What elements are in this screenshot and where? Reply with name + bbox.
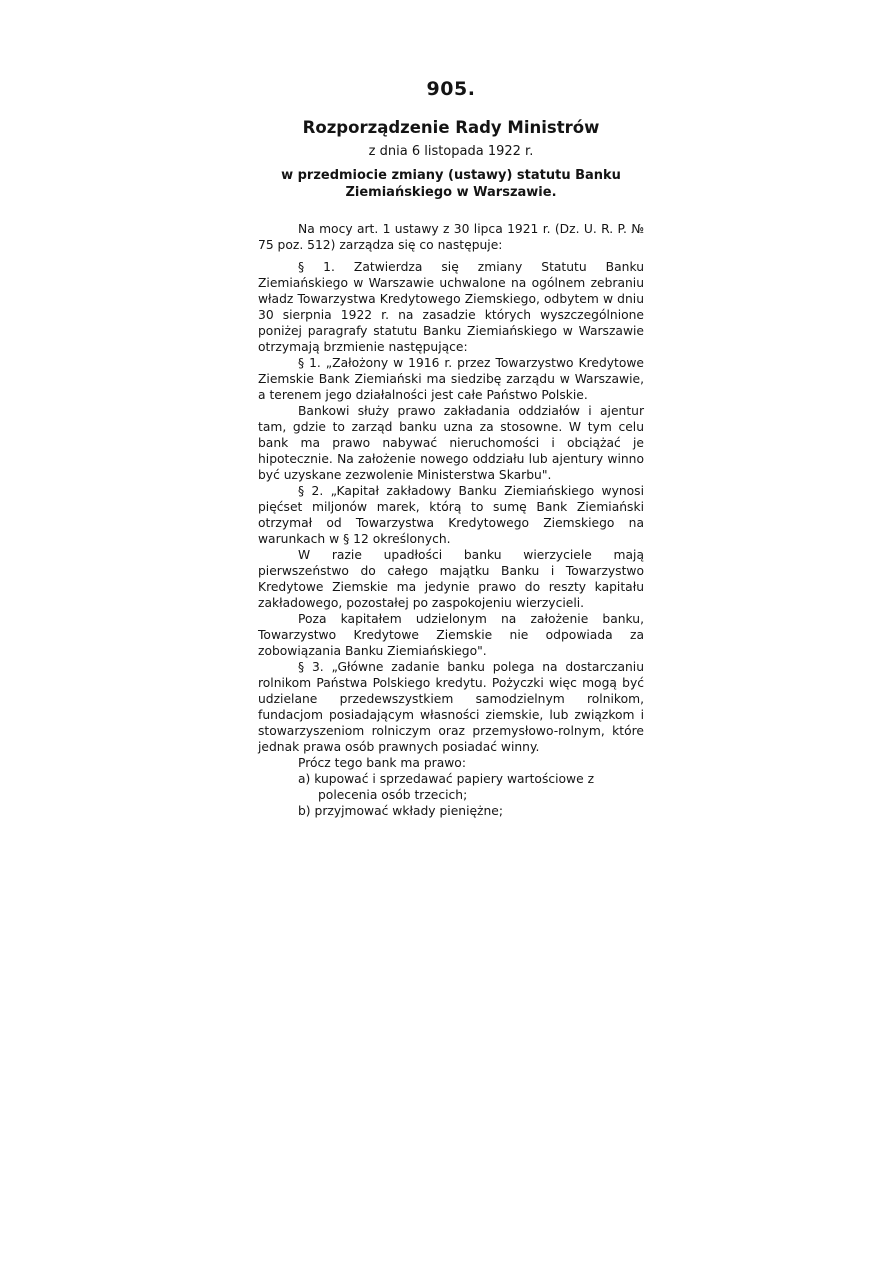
paragraph-preamble: Na mocy art. 1 ustawy z 30 lipca 1921 r. (Dz. U. R. P. № 75 poz. 512) zarządza się co następuje: (258, 222, 644, 252)
paragraph-section-1: § 1. Zatwierdza się zmiany Statutu Banku Ziemiańskiego w Warszawie uchwalone na ogólnem zebraniu władz Towarzystwa Kredytowego Ziemskiego, odbytem w dniu 30 sierpnia 1922 r. na zasadzie których wyszczególnione poniżej paragrafy statutu Banku Ziemiańskiego w Warszawie otrzymają brzmienie następujące: (258, 260, 644, 354)
paragraph-statute-1: § 1. „Założony w 1916 r. przez Towarzystwo Kredytowe Ziemskie Bank Ziemiański ma siedzibę zarządu w Warszawie, a terenem jego działalności jest całe Państwo Polskie. (258, 356, 644, 402)
document-page (258, 78, 644, 819)
document-date: z dnia 6 listopada 1922 r. (368, 144, 534, 159)
document-body (258, 221, 644, 819)
paragraph-liability: Poza kapitałem udzielonym na założenie banku, Towarzystwo Kredytowe Ziemskie nie odpowiada za zobowiązania Banku Ziemiańskiego". (258, 612, 644, 658)
paragraph-statute-2: § 2. „Kapitał zakładowy Banku Ziemiańskiego wynosi pięćset miljonów marek, którą to sumę Bank Ziemiański otrzymał od Towarzystwa Kredytowego Ziemskiego na warunkach w § 12 określonych. (258, 484, 644, 546)
page-number: 905. (426, 78, 476, 100)
paragraph-branches: Bankowi służy prawo zakładania oddziałów i ajentur tam, gdzie to zarząd banku uzna za stosowne. W tym celu bank ma prawo nabywać nieruchomości i obciążać je hipotecznie. Na założenie nowego oddziału lub ajentury winno być uzyskane zezwolenie Ministerstwa Skarbu". (258, 404, 644, 482)
list-item-b: b) przyjmować wkłady pieniężne; (298, 804, 504, 818)
paragraph-statute-3: § 3. „Główne zadanie banku polega na dostarczaniu rolnikom Państwa Polskiego kredytu. Pożyczki więc mogą być udzielane przedewszystkiem samodzielnym rolnikom, fundacjom posiadającym własności ziemskie, lub związkom i stowarzyszeniom rolniczym oraz przemysłowo-rolnym, które jednak prawa osób prawnych posiadać winny. (258, 660, 644, 754)
document-subject: w przedmiocie zmiany (ustawy) statutu Banku Ziemiańskiego w Warszawie. (281, 168, 621, 200)
paragraph-rights-intro: Prócz tego bank ma prawo: (298, 756, 466, 770)
paragraph-bankruptcy: W razie upadłości banku wierzyciele mają pierwszeństwo do całego majątku Banku i Towarzystwo Kredytowe Ziemskie ma jedynie prawo do reszty kapitału zakładowego, pozostałej po zaspokojeniu wierzycieli. (258, 548, 644, 610)
document-title: Rozporządzenie Rady Ministrów (302, 118, 600, 137)
list-item-a: a) kupować i sprzedawać papiery wartościowe z polecenia osób trzecich; (298, 772, 595, 802)
